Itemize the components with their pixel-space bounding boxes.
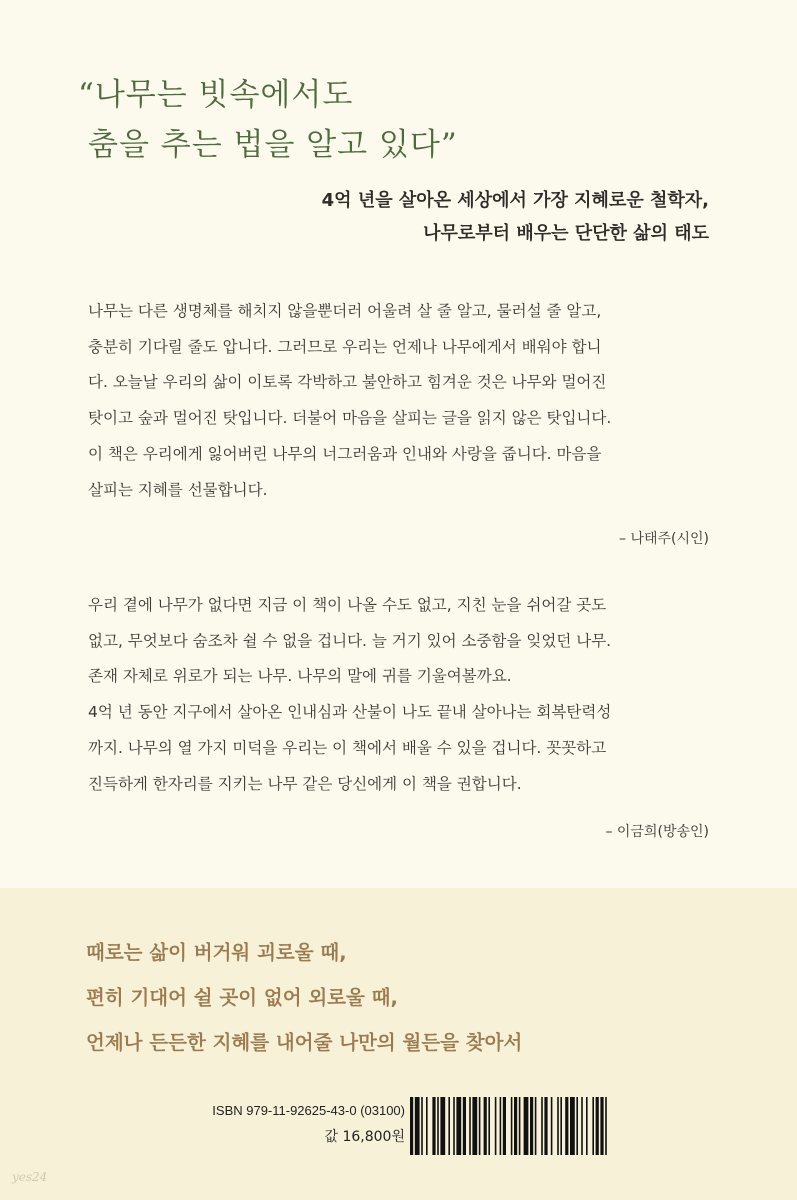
barcode-bar (410, 1097, 413, 1155)
subtitle-line-2: 나무로부터 배우는 단단한 삶의 태도 (423, 223, 709, 244)
quote-line-1: “나무는 빗속에서도 (78, 77, 354, 113)
review-paragraph-2 (88, 588, 712, 802)
barcode-bar (514, 1097, 517, 1155)
barcode-bar (479, 1097, 481, 1155)
tagline-line-2: 편히 기대어 쉴 곳이 없어 외로울 때, (86, 986, 398, 1009)
review-line: 까지. 나무의 열 가지 미덕을 우리는 이 책에서 배울 수 있을 겁니다. 꼿꼿하고 (88, 738, 607, 757)
watermark-text: yes24 (12, 1170, 48, 1184)
barcode-bar (560, 1097, 562, 1155)
barcode-bar (592, 1097, 594, 1155)
barcode-bar (541, 1097, 543, 1155)
barcode-bar (495, 1097, 497, 1155)
barcode-bar (500, 1097, 502, 1155)
barcode-bar (453, 1097, 455, 1155)
barcode-bar (448, 1097, 450, 1155)
barcode-bar (484, 1097, 487, 1155)
barcode-bar (519, 1097, 521, 1155)
review-line: 탓이고 숲과 멀어진 탓입니다. 더불어 마음을 살피는 글을 읽지 않은 탓입니다. (88, 409, 612, 428)
barcode-bar (596, 1097, 599, 1155)
barcode-bar (432, 1097, 435, 1155)
review-line: 다. 오늘날 우리의 삶이 이토록 각박하고 불안하고 힘겨운 것은 나무와 멀어진 (88, 373, 607, 392)
barcode-bar (426, 1097, 428, 1155)
barcode-bar (488, 1097, 490, 1155)
review-line: 살피는 지혜를 선물합니다. (88, 480, 268, 499)
headline-quote (78, 70, 458, 170)
barcode-bar (437, 1097, 439, 1155)
barcode-bar (586, 1097, 588, 1155)
tagline (86, 930, 522, 1065)
barcode-bar (440, 1097, 445, 1155)
review-line: 진득하게 한자리를 지키는 나무 같은 당신에게 이 책을 권합니다. (88, 774, 522, 793)
barcode-bar (605, 1097, 607, 1155)
review-signature-1: – 나태주(시인) (619, 531, 709, 547)
review-paragraph-1 (88, 294, 712, 508)
barcode-bar (581, 1097, 583, 1155)
quote-line-2: 춤을 추는 법을 알고 있다” (88, 127, 458, 163)
review-signature-2: – 이금희(방송인) (605, 824, 709, 840)
barcode-bar (570, 1097, 575, 1155)
barcode-bar (551, 1097, 553, 1155)
barcode-bar (503, 1097, 506, 1155)
barcode-bar (600, 1097, 603, 1155)
barcode-bar (576, 1097, 578, 1155)
barcode-bar (456, 1097, 461, 1155)
barcode-image (410, 1097, 716, 1155)
review-line: 존재 자체로 위로가 되는 나무. 나무의 말에 귀를 기울여볼까요. (88, 667, 512, 686)
subtitle (322, 184, 709, 250)
review-line: 이 책은 우리에게 잃어버린 나무의 너그러움과 인내와 사랑을 줍니다. 마음을 (88, 444, 602, 463)
review-line: 나무는 다른 생명체를 해치지 않을뿐더러 어울려 살 줄 알고, 물러설 줄 알고, (88, 302, 602, 320)
barcode-bar (524, 1097, 529, 1155)
review-line: 4억 년 동안 지구에서 살아온 인내심과 산불이 나도 끝내 살아나는 회복탄력성 (88, 703, 612, 722)
review-line: 충분히 기다릴 줄도 압니다. 그러므로 우리는 언제나 나무에게서 배워야 합니 (88, 337, 602, 356)
barcode-bar (557, 1097, 559, 1155)
barcode-bar (463, 1097, 466, 1155)
barcode-bar (544, 1097, 547, 1155)
barcode-bar (415, 1097, 420, 1155)
subtitle-line-1: 4억 년을 살아온 세상에서 가장 지혜로운 철학자, (321, 190, 709, 211)
barcode-bar (469, 1097, 471, 1155)
barcode-bar (535, 1097, 537, 1155)
tagline-line-3: 언제나 든든한 지혜를 내어줄 나만의 월든을 찾아서 (86, 1031, 523, 1054)
barcode-bar (530, 1097, 533, 1155)
tagline-line-1: 때로는 삶이 버거워 괴로울 때, (86, 941, 347, 964)
barcode-bar (511, 1097, 513, 1155)
price-text: 값 16,800원 (324, 1129, 405, 1145)
barcode-bar (565, 1097, 568, 1155)
barcode-bar (421, 1097, 423, 1155)
review-line: 우리 곁에 나무가 없다면 지금 이 책이 나올 수도 없고, 지친 눈을 쉬어갈 곳도 (88, 596, 607, 614)
barcode-bar (472, 1097, 477, 1155)
isbn-text: ISBN 979-11-92625-43-0 (03100) (212, 1103, 405, 1118)
review-line: 없고, 무엇보다 숨조차 쉴 수 없을 겁니다. 늘 거기 있어 소중함을 잊었던 나무. (88, 631, 612, 650)
